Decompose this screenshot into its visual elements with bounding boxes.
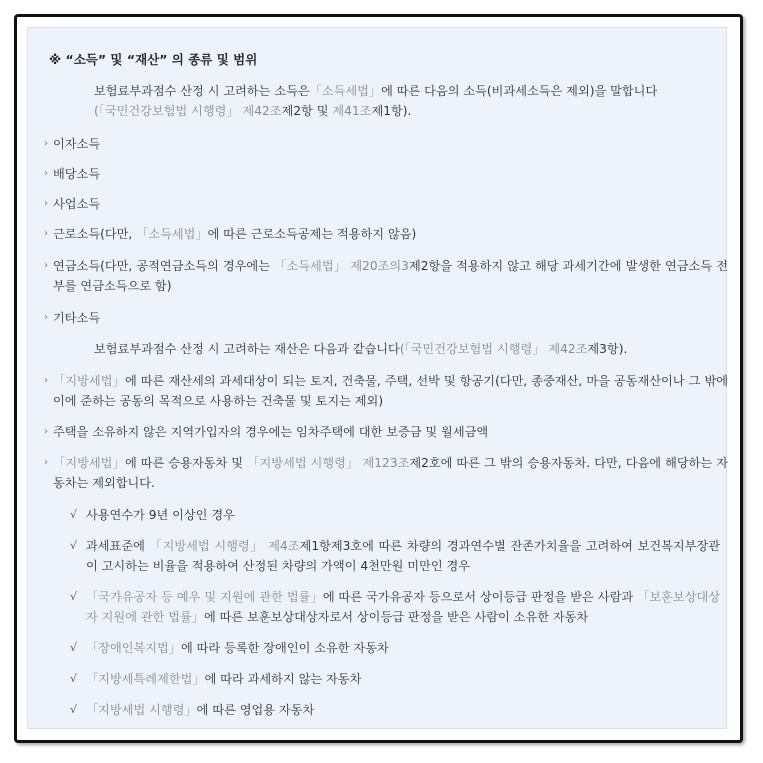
list-item: › 기타소득 (44, 308, 728, 328)
exclusion-item: √ 「국가유공자 등 예우 및 지원에 관한 법률」에 따른 국가유공자 등으로서 상이등급 판정을 받은 사람과 「보훈보상대상자 지원에 관한 법률」에 따른 보훈보상대상자로서 상이등급 판정을 받은 사람이 소유한 자동차 (70, 587, 720, 627)
exclusion-item: √ 과세표준에 「지방세법 시행령」 제4조제1항제3호에 따른 차량의 경과연수별 잔존가치율을 고려하여 보건복지부장관이 고시하는 비율을 적용하여 산정된 차량의 가액이 4천만원 미만인 경우 (70, 536, 720, 576)
check-icon: √ (70, 590, 78, 603)
list-item: › 사업소득 (44, 194, 728, 214)
exclusion-item: √ 「지방세특례제한법」에 따라 과세하지 않는 자동차 (70, 669, 720, 689)
income-intro: 보험료부과점수 산정 시 고려하는 소득은「소득세법」에 따른 다음의 소득(비과세소득은 제외)을 말합니다 (「국민건강보험법 시행령」 제42조제2항 및 제41조제1항). (94, 84, 658, 118)
arrow-right-icon: › (44, 168, 48, 179)
property-intro: 보험료부과점수 산정 시 고려하는 재산은 다음과 같습니다(「국민건강보험법 시행령」 제42조제3항). (94, 342, 628, 356)
list-item: › 「지방세법」에 따른 승용자동차 및 「지방세법 시행령」 제123조제2호에 따른 그 밖의 승용자동차. 다만, 다음에 해당하는 자동차는 제외합니다. (44, 453, 728, 493)
list-item: › 연금소득(다만, 공적연금소득의 경우에는 「소득세법」 제20조의3제2항을 적용하지 않고 해당 과세기간에 발생한 연금소득 전부를 연금소득으로 함) (44, 256, 728, 296)
section-heading: ※ “소득” 및 “재산” 의 종류 및 범위 (49, 52, 258, 67)
arrow-right-icon: › (44, 426, 48, 437)
list-item: › 이자소득 (44, 134, 728, 154)
arrow-right-icon: › (44, 375, 48, 386)
exclusion-item: √ 사용연수가 9년 이상인 경우 (70, 505, 720, 525)
arrow-right-icon: › (44, 228, 48, 239)
check-icon: √ (70, 641, 78, 654)
check-icon: √ (70, 672, 78, 685)
list-item: › 주택을 소유하지 않은 지역가입자의 경우에는 임차주택에 대한 보증금 및 월세금액 (44, 422, 728, 442)
check-icon: √ (70, 539, 78, 552)
info-panel (27, 27, 727, 729)
exclusion-item: √ 「지방세법 시행령」에 따른 영업용 자동차 (70, 700, 720, 720)
check-icon: √ (70, 703, 78, 716)
content (28, 28, 726, 728)
arrow-right-icon: › (44, 198, 48, 209)
list-item: › 근로소득(다만, 「소득세법」에 따른 근로소득공제는 적용하지 않음) (44, 224, 728, 244)
arrow-right-icon: › (44, 312, 48, 323)
list-item: › 「지방세법」에 따른 재산세의 과세대상이 되는 토지, 건축물, 주택, 선박 및 항공기(다만, 종중재산, 마을 공동재산이나 그 밖에 이에 준하는 공동의 목적으로 사용하는 건축물 및 토지는 제외) (44, 371, 728, 411)
arrow-right-icon: › (44, 457, 48, 468)
arrow-right-icon: › (44, 138, 48, 149)
list-item: › 배당소득 (44, 164, 728, 184)
document-frame (14, 14, 743, 743)
exclusion-item: √ 「장애인복지법」에 따라 등록한 장애인이 소유한 자동차 (70, 638, 720, 658)
arrow-right-icon: › (44, 260, 48, 271)
check-icon: √ (70, 508, 78, 521)
